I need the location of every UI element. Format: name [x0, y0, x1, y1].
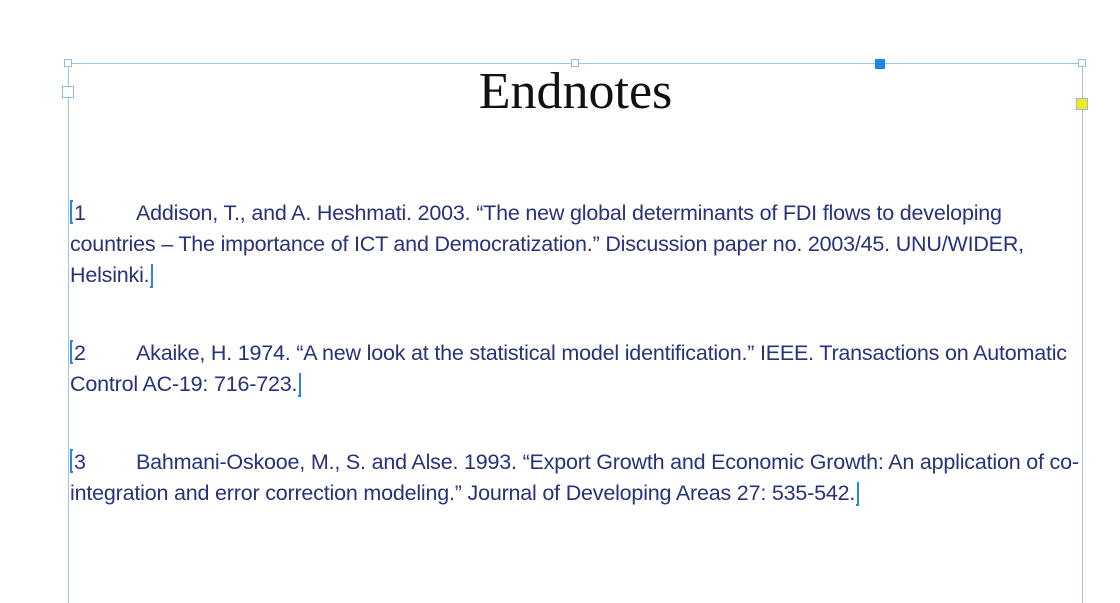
- endnote-start-marker: [70, 200, 73, 224]
- endnote-end-marker: [856, 482, 859, 506]
- endnote-item[interactable]: [70, 338, 1080, 400]
- endnote-start-marker: [70, 340, 73, 364]
- endnote-start-marker: [70, 449, 73, 473]
- endnote-number: 2: [74, 341, 86, 365]
- endnote-number: 3: [74, 450, 86, 474]
- endnotes-list[interactable]: [70, 198, 1080, 556]
- endnotes-heading: Endnotes: [478, 63, 673, 120]
- endnote-text: Akaike, H. 1974. “A new look at the statistical model identification.” IEEE. Transactions on Automatic Control AC-19: 716-723.: [70, 341, 1067, 396]
- endnote-item[interactable]: [70, 198, 1080, 291]
- endnote-end-marker: [150, 264, 153, 288]
- endnote-end-marker: [298, 373, 301, 397]
- endnote-text: Bahmani-Oskooe, M., S. and Alse. 1993. “Export Growth and Economic Growth: An application of co-integration and error correction modeling.” Journal of Developing Areas 27: 535-542.: [70, 450, 1079, 505]
- endnote-number: 1: [74, 201, 86, 225]
- endnote-text: Addison, T., and A. Heshmati. 2003. “The new global determinants of FDI flows to developing countries – The importance of ICT and Democratization.” Discussion paper no. 2003/45. UNU/WIDER, Helsinki.: [70, 201, 1024, 287]
- endnote-item[interactable]: [70, 447, 1080, 509]
